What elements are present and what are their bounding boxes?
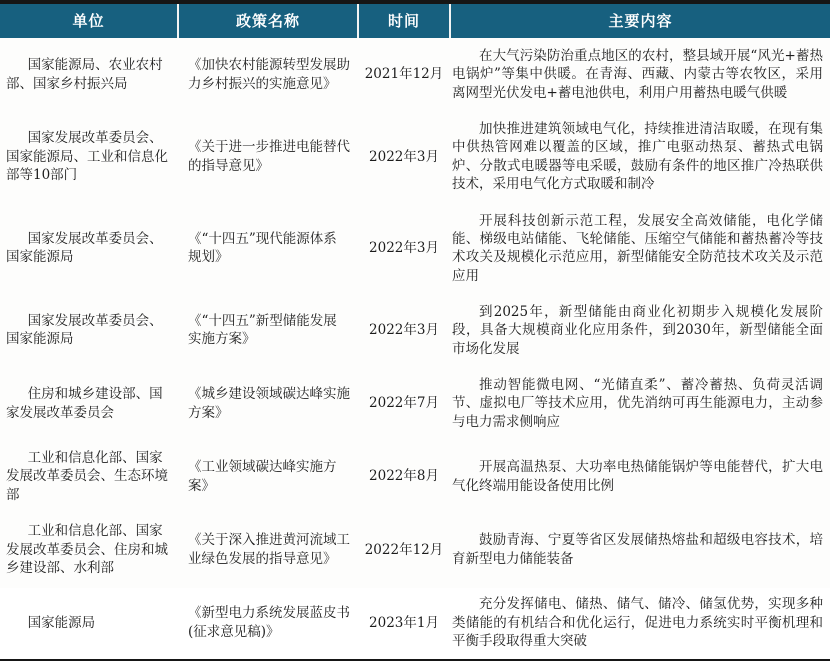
table-row xyxy=(0,38,830,111)
cell-time: 2022年3月 xyxy=(369,240,439,257)
column-header-policy: 政策名称 xyxy=(178,2,358,38)
cell-content: 到2025年，新型储能由商业化初期步入规模化发展阶段，具备大规模商业化应用条件，到2030年，新型储能全面市场化发展 xyxy=(452,303,823,357)
cell-unit: 国家能源局、农业农村部、国家乡村振兴局 xyxy=(6,57,163,92)
cell-content: 鼓励青海、宁夏等省区发展储热熔盐和超级电容技术，培育新型电力储能装备 xyxy=(452,532,823,567)
cell-content: 在大气污染防治重点地区的农村，整县域开展“风光+蓄热电锅炉”等集中供暖。在青海、西藏、内蒙古等农牧区，采用离网型光伏发电+蓄电池供电，利用户用蓄热电暖气供暖 xyxy=(452,48,823,101)
cell-unit: 国家发展改革委员会、国家能源局 xyxy=(6,230,163,266)
table-header-row xyxy=(0,2,830,38)
cell-content: 开展高温热泵、大功率电热储能锅炉等电能替代，扩大电气化终端用能设备使用比例 xyxy=(452,459,823,494)
table-row xyxy=(0,513,830,586)
cell-policy: 《关于深入推进黄河流域工业绿色发展的指导意见》 xyxy=(188,532,350,567)
table-row xyxy=(0,586,830,660)
cell-content: 开展科技创新示范工程，发展安全高效储能，电化学储能、梯级电站储能、飞轮储能、压缩空气储能和蓄热蓄冷等技术攻关及规模化示范应用，新型储能安全防范技术攻关及示范应用 xyxy=(452,212,823,284)
cell-policy: 《新型电力系统发展蓝皮书(征求意见稿)》 xyxy=(188,605,350,640)
column-header-content: 主要内容 xyxy=(450,2,830,38)
table-row xyxy=(0,440,830,513)
cell-policy: 《城乡建设领域碳达峰实施方案》 xyxy=(188,386,350,421)
cell-policy: 《“十四五”现代能源体系规划》 xyxy=(188,230,337,266)
table-row xyxy=(0,294,830,367)
cell-content: 加快推进建筑领域电气化，持续推进清洁取暖，在现有集中供热管网难以覆盖的区域，推广电驱动热泵、蓄热式电锅炉、分散式电暖器等电采暖，鼓励有条件的地区推广冷热联供技术，采用电气化方式取暖和制冷 xyxy=(452,121,823,193)
cell-policy: 《加快农村能源转型发展助力乡村振兴的实施意见》 xyxy=(188,57,350,92)
cell-policy: 《工业领域碳达峰实施方案》 xyxy=(188,459,337,494)
cell-unit: 国家能源局 xyxy=(27,614,96,631)
table-row xyxy=(0,203,830,294)
table-row xyxy=(0,111,830,202)
cell-unit: 工业和信息化部、国家发展改革委员会、住房和城乡建设部、水利部 xyxy=(6,523,168,576)
cell-unit: 工业和信息化部、国家发展改革委员会、生态环境部 xyxy=(6,450,168,503)
cell-content: 充分发挥储电、储热、储气、储冷、储氢优势，实现多种类储能的有机结合和优化运行，促进电力系统实时平衡机理和平衡手段取得重大突破 xyxy=(452,596,823,649)
cell-policy: 《“十四五”新型储能发展实施方案》 xyxy=(188,313,337,348)
cell-policy: 《关于进一步推进电能替代的指导意见》 xyxy=(188,139,350,174)
column-header-unit: 单位 xyxy=(0,2,178,38)
cell-unit: 住房和城乡建设部、国家发展改革委员会 xyxy=(6,386,163,421)
cell-time: 2022年12月 xyxy=(364,541,444,558)
cell-time: 2021年12月 xyxy=(364,66,444,83)
cell-time: 2023年1月 xyxy=(369,614,439,631)
cell-time: 2022年8月 xyxy=(369,468,439,485)
cell-unit: 国家发展改革委员会、国家能源局 xyxy=(6,313,163,348)
column-header-time: 时间 xyxy=(358,2,450,38)
table-row xyxy=(0,367,830,440)
cell-time: 2022年3月 xyxy=(369,322,439,339)
cell-unit: 国家发展改革委员会、国家能源局、工业和信息化部等10部门 xyxy=(6,130,168,183)
cell-time: 2022年7月 xyxy=(369,395,439,412)
cell-content: 推动智能微电网、“光储直柔”、蓄冷蓄热、负荷灵活调节、虚拟电厂等技术应用，优先消纳可再生能源电力，主动参与电力需求侧响应 xyxy=(452,377,823,430)
cell-time: 2022年3月 xyxy=(369,148,439,165)
